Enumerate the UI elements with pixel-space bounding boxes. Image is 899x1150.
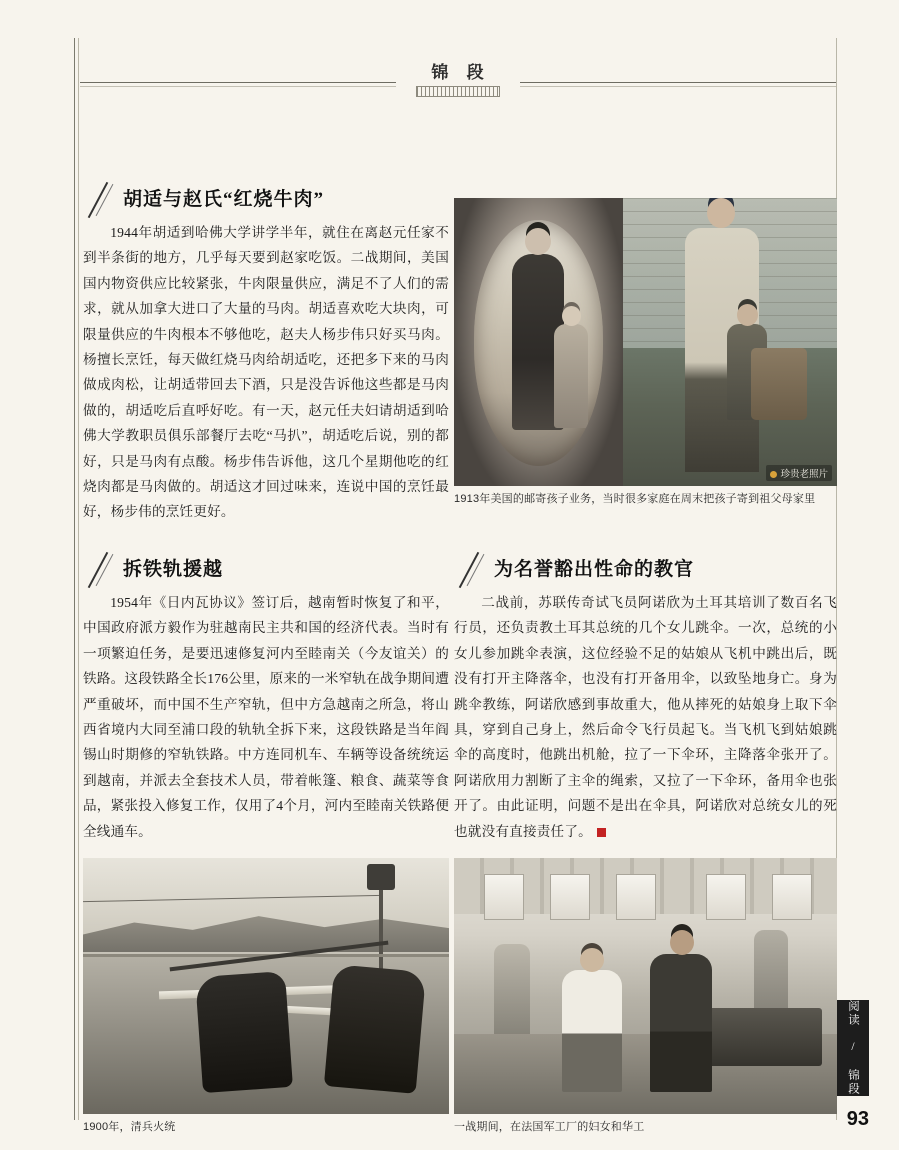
photo-lamp — [367, 864, 395, 890]
article-body — [454, 590, 837, 844]
badge-dot-icon — [770, 471, 777, 478]
factory-window — [550, 874, 590, 920]
left-rule — [74, 38, 75, 1120]
header-rule-left-thin — [80, 86, 396, 87]
header-badge — [416, 62, 500, 97]
page-number: 93 — [846, 1108, 869, 1130]
article-heading — [454, 556, 837, 590]
photo-wwi-factory — [454, 858, 837, 1114]
slash-icon — [87, 180, 113, 220]
figure-chinese-laborer — [650, 954, 712, 1092]
section-title: 锦 段 — [431, 63, 491, 82]
figure-soldier-right — [324, 964, 426, 1094]
article-instructor — [454, 556, 837, 844]
article-hushi — [83, 186, 449, 525]
article-title: 胡适与赵氏“红烧牛肉” — [123, 189, 325, 210]
article-body: 1954年《日内瓦协议》签订后，越南暂时恢复了和平，中国政府派方毅作为驻越南民主共和国的经济代表。当时有一项繁迫任务，是要迅速修复河内至睦南关（今友谊关）的铁路。这段铁路全长176公里，原来的一米窄轨在战争期间遭严重破坏，而中国不生产窄轨，但中方急越南之所急，将山西省境内大同至浦口段的轨轨全拆下来，这段铁路是当年阎锡山时期修的窄轨铁路。中方连同机车、车辆等设备统统运到越南，并派去全套技术人员，带着帐篷、粮食、蔬菜等食品，紧张投入修复工作，仅用了4个月，河内至睦南关铁路便全线通车。 — [83, 595, 449, 839]
article-railway — [83, 556, 449, 844]
figure-caption: 1900年，清兵火统 — [83, 1121, 176, 1133]
figure-child — [554, 324, 588, 428]
photo-panel-left — [454, 198, 623, 486]
page-header — [80, 62, 836, 106]
photo-mail-children — [454, 198, 837, 486]
factory-window — [616, 874, 656, 920]
article-body-text: 二战前，苏联传奇试飞员阿诺欣为土耳其培训了数百名飞行员，还负责教土耳其总统的几个女儿跳伞。一次，总统的小女儿参加跳伞表演，这位经验不足的姑娘从飞机中跳出后，既没有打开主降落伞，也没有打开备用伞，以致坠地身亡。身为跳伞教练，阿诺欣感到事故重大，他从摔死的姑娘身上取下伞具，穿到自己身上，然后命令飞行员起飞。当飞机飞到姑娘跳伞的高度时，他跳出机舱，拉了一下伞环，主降落伞张开了。阿诺欣用力割断了主伞的绳索，又拉了一下伞环，备用伞也张开了。由此证明，问题不是出在伞具，阿诺欣对总统女儿的死也就没有直接责任了。 — [454, 595, 837, 839]
figure-worker-bg-left — [494, 944, 530, 1036]
slash-icon — [87, 550, 113, 590]
header-ornament — [416, 86, 500, 97]
article-body: 1944年胡适到哈佛大学讲学半年，就住在离赵元任家不到半条街的地方，几乎每天要到赵家吃饭。二战期间，美国国内物资供应比较紧张，牛肉限量供应，满足不了人们的需求，就从加拿大进口了大量的马肉。胡适喜欢吃大块肉，可限量供应的牛肉根本不够他吃，赵夫人杨步伟只好买马肉。杨擅长烹饪，每天做红烧马肉给胡适吃，还把多下来的马肉做成肉松，让胡适带回去下酒，只是没告诉他这些都是马肉做的，胡适吃后直呼好吃。有一天，赵元任夫妇请胡适到哈佛大学教职员俱乐部餐厅去吃“马扒”，胡适吃后说，别的都好，只是马肉有点酸。杨步伟告诉他，这几个星期他吃的红烧肉都是马肉做的。胡适这才回过味来，连说中国的烹饪最好，杨步伟的烹饪更好。 — [83, 225, 449, 520]
oval-vignette — [474, 220, 603, 466]
article-heading — [83, 556, 449, 590]
figure-caption: 一战期间，在法国军工厂的妇女和华工 — [454, 1121, 645, 1133]
figure-caption: 1913年美国的邮寄孩子业务，当时很多家庭在周末把孩子寄到祖父母家里 — [454, 493, 816, 505]
factory-window — [706, 874, 746, 920]
photo-panel-right — [623, 198, 837, 486]
header-rule-right — [520, 82, 836, 83]
factory-window — [772, 874, 812, 920]
end-mark-icon — [597, 828, 606, 837]
article-title: 为名誉豁出性命的教官 — [494, 559, 695, 580]
figure-soldier-left — [195, 971, 293, 1093]
mail-bag — [751, 348, 807, 420]
left-rule-inner — [78, 38, 79, 1120]
header-rule-right-thin — [520, 86, 836, 87]
factory-window — [484, 874, 524, 920]
figure-qing-soldiers — [83, 858, 449, 1135]
header-rule-left — [80, 82, 396, 83]
photo-badge-label: 珍贵老照片 — [780, 469, 828, 480]
article-heading — [83, 186, 449, 220]
figure-woman-worker — [562, 970, 622, 1092]
article-title: 拆铁轨援越 — [123, 559, 224, 580]
photo-qing-soldiers — [83, 858, 449, 1114]
photo-badge — [766, 465, 832, 481]
figure-mail-children — [454, 198, 837, 507]
slash-icon — [458, 550, 484, 590]
side-tab: 阅读 / 锦段 — [837, 1000, 869, 1096]
figure-wwi-factory — [454, 858, 837, 1135]
